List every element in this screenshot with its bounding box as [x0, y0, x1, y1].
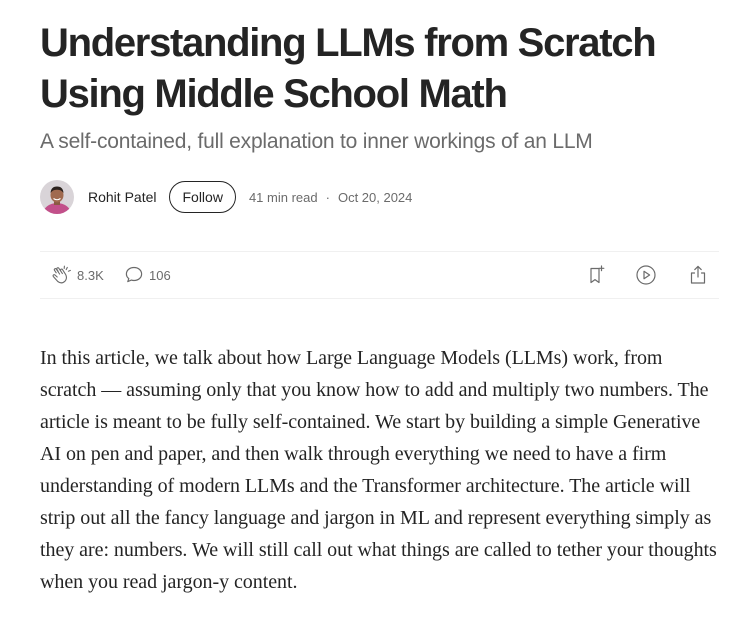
article-subtitle: A self-contained, full explanation to inner workings of an LLM: [40, 130, 593, 153]
author-name[interactable]: Rohit Patel: [88, 189, 157, 205]
clap-count: 8.3K: [77, 267, 104, 283]
bookmark-button[interactable]: [584, 252, 608, 298]
byline: [40, 179, 412, 215]
meta-separator: ·: [325, 189, 330, 205]
share-button[interactable]: [686, 252, 710, 298]
clap-icon: [49, 263, 73, 287]
article-paragraph: In this article, we talk about how Large Language Models (LLMs) work, from scratch — assuming only that you know how to add and multiply two numbers. The article is meant to be fully self-contained. We start by building a simple Generative AI on pen and paper, and then walk through everything we need to have a firm understanding of modern LLMs and the Transformer architecture. The article will strip out all the fancy language and jargon in ML and represent everything simply as they are: numbers. We will still call out what things are called to tether your thoughts when you read jargon-y content.: [40, 347, 717, 593]
article-title: Understanding LLMs from Scratch Using Middle School Math: [40, 21, 656, 116]
comment-count: 106: [149, 267, 171, 283]
read-time: 41 min read: [248, 189, 318, 205]
comment-icon: [123, 264, 145, 286]
play-icon: [634, 263, 658, 287]
article-meta: [249, 190, 412, 205]
clap-button[interactable]: [49, 252, 104, 298]
author-avatar[interactable]: [40, 180, 74, 214]
follow-button[interactable]: Follow: [169, 181, 235, 213]
action-bar: [40, 251, 719, 299]
listen-button[interactable]: [634, 252, 658, 298]
comment-button[interactable]: [123, 252, 171, 298]
bookmark-icon: [584, 263, 608, 287]
share-icon: [686, 263, 710, 287]
publish-date: Oct 20, 2024: [337, 189, 413, 205]
